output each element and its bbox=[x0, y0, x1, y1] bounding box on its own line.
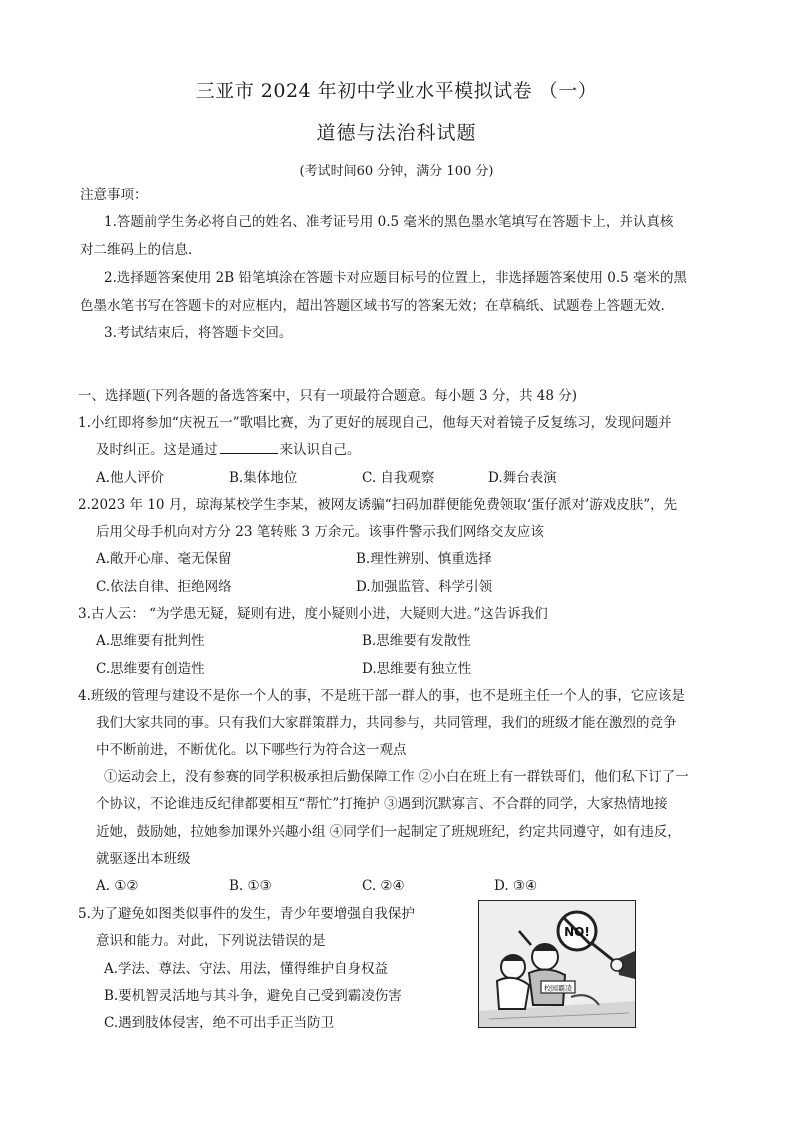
q3-stem: 3.古人云： “为学患无疑，疑则有进，度小疑则小进，大疑则大进。”这告诉我们 bbox=[78, 606, 548, 622]
q1-stem-part-2: 来认识自己。 bbox=[279, 442, 361, 458]
cartoon-drawing bbox=[479, 901, 635, 1027]
notice-item-3: 3.考试结束后，将答题卡交回。 bbox=[104, 325, 293, 341]
q5-option-a: A.学法、尊法、守法、用法，懂得维护自身权益 bbox=[104, 961, 389, 977]
q1-option-a: A.他人评价 bbox=[96, 470, 165, 486]
q1-stem-line-2 bbox=[96, 441, 361, 459]
bully-badge-text: 校园霸凌 bbox=[544, 984, 572, 993]
q2-option-d: D.加强监管、科学引领 bbox=[356, 579, 493, 595]
q4-stem-line-2: 我们大家共同的事。只有我们大家群策群力，共同参与，共同管理，我们的班级才能在激烈的竞争 bbox=[96, 715, 677, 731]
q4-statement-line-4: 就驱逐出本班级 bbox=[96, 851, 191, 867]
notice-item-2-line-1: 2.选择题答案使用 2B 铅笔填涂在答题卡对应题目标号的位置上，非选择题答案使用 0.5 毫米的黑 bbox=[104, 270, 688, 286]
q4-option-c: C. ②④ bbox=[362, 878, 405, 894]
section-1-heading: 一、选择题(下列各题的备选答案中，只有一项最符合题意。每小题 3 分，共 48 分) bbox=[78, 388, 577, 404]
q4-statement-line-1: ①运动会上，没有参赛的同学积极承担后勤保障工作 ②小白在班上有一群铁哥们，他们私下订了一 bbox=[104, 769, 689, 785]
q5-stem-line-2: 意识和能力。对此，下列说法错误的是 bbox=[96, 933, 326, 949]
bullying-cartoon-image bbox=[478, 900, 636, 1028]
q4-statement-line-2: 个协议，不论谁违反纪律都要相互“帮忙”打掩护 ③遇到沉默寡言、不合群的同学，大家热情地接 bbox=[96, 796, 668, 812]
exam-info: (考试时间60 分钟，满分 100 分) bbox=[299, 164, 494, 179]
notice-heading: 注意事项： bbox=[80, 187, 148, 203]
q2-option-a: A.敞开心扉、毫无保留 bbox=[96, 551, 232, 567]
q1-option-c: C. 自我观察 bbox=[362, 470, 435, 486]
q2-option-b: B.理性辨别、慎重选择 bbox=[356, 551, 492, 567]
q5-stem-line-1: 5.为了避免如图类似事件的发生，青少年要增强自我保护 bbox=[78, 906, 415, 922]
subject-title: 道德与法治科试题 bbox=[316, 122, 477, 144]
q1-stem-line-1: 1.小红即将参加“庆祝五一”歌唱比赛，为了更好的展现自己，他每天对着镜子反复练习，发现问题并 bbox=[78, 415, 672, 431]
no-sign-text: NO! bbox=[564, 925, 590, 939]
q5-option-b: B.要机智灵活地与其斗争，避免自己受到霸凌伤害 bbox=[104, 988, 402, 1004]
notice-item-2-line-2: 色墨水笔书写在答题卡的对应框内，超出答题区域书写的答案无效；在草稿纸、试题卷上答题无效. bbox=[80, 298, 665, 314]
q4-statement-line-3: 近她，鼓励她，拉她参加课外兴趣小组 ④同学们一起制定了班规班纪，约定共同遵守，如有违反， bbox=[96, 824, 681, 840]
notice-item-1-line-1: 1.答题前学生务必将自己的姓名、准考证号用 0.5 毫米的黑色墨水笔填写在答题卡上，并认真核 bbox=[104, 214, 674, 230]
q1-stem-part-1: 及时纠正。这是通过 bbox=[96, 442, 218, 458]
q1-answer-blank bbox=[220, 441, 278, 454]
q4-option-a: A. ①② bbox=[96, 878, 139, 894]
q3-option-d: D.思维要有独立性 bbox=[362, 661, 472, 677]
q4-stem-line-3: 中不断前进，不断优化。以下哪些行为符合这一观点 bbox=[96, 742, 407, 758]
q4-stem-line-1: 4.班级的管理与建设不是你一个人的事，不是班干部一群人的事，也不是班主任一个人的事，它应该是 bbox=[78, 688, 685, 704]
notice-item-1-line-2: 对二维码上的信息. bbox=[80, 242, 193, 258]
q3-option-b: B.思维要有发散性 bbox=[362, 633, 471, 649]
q5-option-c: C.遇到肢体侵害，绝不可出手正当防卫 bbox=[104, 1015, 335, 1031]
q2-option-c: C.依法自律、拒绝网络 bbox=[96, 579, 232, 595]
q2-stem-line-2: 后用父母手机向对方分 23 笔转账 3 万余元。该事件警示我们网络交友应该 bbox=[96, 524, 544, 540]
q3-option-a: A.思维要有批判性 bbox=[96, 633, 205, 649]
q1-option-d: D.舞台表演 bbox=[488, 470, 557, 486]
q4-option-b: B. ①③ bbox=[229, 878, 272, 894]
q4-option-d: D. ③④ bbox=[494, 878, 538, 894]
exam-title: 三亚市 2024 年初中学业水平模拟试卷 （一） bbox=[195, 80, 598, 102]
q3-option-c: C.思维要有创造性 bbox=[96, 661, 205, 677]
q1-option-b: B.集体地位 bbox=[229, 470, 298, 486]
q2-stem-line-1: 2.2023 年 10 月，琼海某校学生李某，被网友诱骗“扫码加群便能免费领取‘蛋仔派对’游戏皮肤”，先 bbox=[78, 497, 678, 513]
